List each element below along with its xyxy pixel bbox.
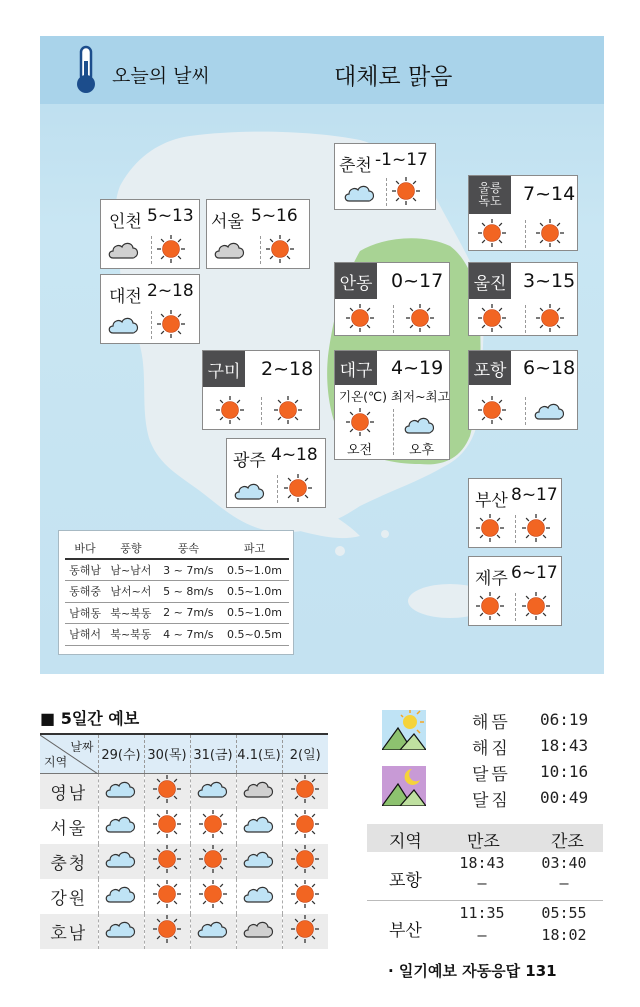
city-name: 대전 <box>109 287 142 307</box>
sunny-icon <box>265 234 295 268</box>
sea-cell: 동해남 <box>65 559 105 581</box>
city-card-andong <box>334 262 450 336</box>
table-row <box>40 773 328 809</box>
partly-cloudy-icon <box>104 847 138 876</box>
sunny-icon <box>215 395 245 429</box>
forecast-cell <box>236 809 282 844</box>
city-temp: 2~18 <box>261 358 314 380</box>
city-name: 서울 <box>211 212 244 232</box>
weather-summary: 대체로 맑음 <box>334 64 453 90</box>
sea-cell: 남서~서 <box>105 581 157 603</box>
forecast-cell <box>144 773 190 809</box>
corner-date-label: 날짜 <box>70 740 94 754</box>
sunny-icon <box>345 407 375 441</box>
city-name: 제주 <box>475 569 508 589</box>
sunny-icon <box>152 774 182 809</box>
city-badge: 울릉 독도 <box>469 176 511 214</box>
city-card-chuncheon <box>334 143 436 210</box>
city-temp: 5~13 <box>147 206 194 226</box>
tide-header-row <box>367 824 603 852</box>
partly-cloudy-icon <box>403 413 437 441</box>
city-card-gwangju <box>226 438 326 508</box>
sunny-icon <box>477 218 507 252</box>
sunny-icon <box>290 879 320 914</box>
sunny-icon <box>198 809 228 844</box>
table-row <box>65 559 289 581</box>
city-card-seoul <box>206 199 310 269</box>
forecast-cell <box>236 844 282 879</box>
moonset-label: 달짐 <box>472 791 511 811</box>
forecast-cell <box>282 879 328 914</box>
sunny-icon <box>152 879 182 914</box>
forecast-cell <box>144 809 190 844</box>
moonrise-label: 달뜸 <box>472 765 511 785</box>
sunny-icon <box>290 844 320 879</box>
five-day-forecast-table <box>40 733 328 949</box>
city-card-daegu <box>334 350 450 460</box>
phone-info: · 일기예보 자동응답 131 <box>388 962 557 980</box>
sea-cell: 3 ~ 7m/s <box>157 559 220 581</box>
partly-cloudy-icon <box>107 313 141 341</box>
tide-col-region: 지역 <box>389 832 422 852</box>
city-badge: 안동 <box>335 263 377 299</box>
sea-col-header: 바다 <box>65 537 105 559</box>
sunny-icon <box>405 303 435 337</box>
sunny-icon <box>156 234 186 268</box>
sunny-icon <box>345 303 375 337</box>
forecast-cell <box>190 773 236 809</box>
tide-low: 05:55 <box>541 904 587 922</box>
corner-header <box>40 734 98 773</box>
table-row <box>65 602 289 624</box>
sea-cell: 0.5~1.0m <box>220 559 289 581</box>
sea-cell: 북~북동 <box>105 602 157 624</box>
header-title: 오늘의 날씨 <box>112 65 210 87</box>
corner-region-label: 지역 <box>44 754 68 769</box>
cloudy-icon <box>242 917 276 946</box>
table-row <box>65 581 289 603</box>
sea-cell: 0.5~1.0m <box>220 602 289 624</box>
sea-conditions-table <box>58 530 294 655</box>
day-header: 2(일) <box>282 734 328 773</box>
forecast-cell <box>98 844 144 879</box>
sunny-icon <box>152 809 182 844</box>
moonset-time: 00:49 <box>540 788 589 807</box>
table-row <box>40 914 328 949</box>
partly-cloudy-icon <box>104 917 138 946</box>
sunny-icon <box>391 176 421 210</box>
sea-cell: 2 ~ 7m/s <box>157 602 220 624</box>
city-temp: 6~17 <box>511 563 558 583</box>
sunny-icon <box>535 218 565 252</box>
moon-mountain-icon <box>382 766 426 806</box>
temp-legend: 기온(℃) 최저~최고 <box>339 389 450 404</box>
sunny-icon <box>475 591 505 625</box>
city-card-pohang <box>468 350 578 430</box>
region-label: 영남 <box>40 773 98 809</box>
forecast-cell <box>144 879 190 914</box>
city-card-daejeon <box>100 274 200 344</box>
sunny-icon <box>152 844 182 879</box>
sunny-icon <box>152 914 182 949</box>
table-row <box>40 879 328 914</box>
partly-cloudy-icon <box>343 181 377 209</box>
sunrise-label: 해뜸 <box>472 713 511 733</box>
sea-col-header: 풍향 <box>105 537 157 559</box>
city-temp: 5~16 <box>251 206 298 226</box>
sunny-icon <box>290 774 320 809</box>
city-card-busan <box>468 478 562 548</box>
region-label: 호남 <box>40 914 98 949</box>
forecast-cell <box>144 844 190 879</box>
sea-cell: 남~남서 <box>105 559 157 581</box>
tide-high: – <box>477 874 487 892</box>
city-temp: 2~18 <box>147 281 194 301</box>
partly-cloudy-icon <box>242 847 276 876</box>
day-header: 29(수) <box>98 734 144 773</box>
forecast-cell <box>98 879 144 914</box>
partly-cloudy-icon <box>233 479 267 507</box>
sea-cell: 남해동 <box>65 602 105 624</box>
city-temp: 7~14 <box>523 183 576 205</box>
city-badge: 울진 <box>469 263 511 299</box>
city-temp: 6~18 <box>523 357 576 379</box>
tide-low: – <box>559 874 569 892</box>
map-header <box>40 36 604 104</box>
forecast-cell <box>282 809 328 844</box>
sun-mountain-icon <box>382 710 426 750</box>
region-label: 충청 <box>40 844 98 879</box>
forecast-title: ■ 5일간 예보 <box>40 709 140 728</box>
partly-cloudy-icon <box>242 882 276 911</box>
sunny-icon <box>198 844 228 879</box>
forecast-cell <box>190 914 236 949</box>
tide-col-low: 간조 <box>551 832 584 852</box>
sunny-icon <box>521 513 551 547</box>
forecast-cell <box>190 879 236 914</box>
city-card-incheon <box>100 199 200 269</box>
city-badge: 대구 <box>335 351 377 385</box>
forecast-cell <box>98 809 144 844</box>
city-badge: 구미 <box>203 351 245 387</box>
sea-cell: 5 ~ 8m/s <box>157 581 220 603</box>
city-badge: 포항 <box>469 351 511 385</box>
city-name: 춘천 <box>339 156 372 176</box>
partly-cloudy-icon <box>196 917 230 946</box>
sea-col-header: 파고 <box>220 537 289 559</box>
table-row <box>65 624 289 646</box>
partly-cloudy-icon <box>242 812 276 841</box>
forecast-cell <box>190 844 236 879</box>
tide-city: 포항 <box>389 871 422 891</box>
city-temp: 4~19 <box>391 357 444 379</box>
tide-low: 18:02 <box>541 926 587 944</box>
forecast-cell <box>190 809 236 844</box>
sunny-icon <box>283 473 313 507</box>
city-temp: 8~17 <box>511 485 558 505</box>
forecast-cell <box>236 879 282 914</box>
city-card-jeju <box>468 556 562 626</box>
forecast-cell <box>282 844 328 879</box>
cloudy-icon <box>213 238 247 266</box>
sea-col-header: 풍속 <box>157 537 220 559</box>
forecast-cell <box>282 914 328 949</box>
city-card-uljin <box>468 262 578 336</box>
thermometer-icon <box>73 45 99 95</box>
forecast-cell <box>144 914 190 949</box>
forecast-cell <box>282 773 328 809</box>
tide-high: 18:43 <box>459 854 505 872</box>
forecast-cell <box>236 914 282 949</box>
partly-cloudy-icon <box>104 812 138 841</box>
city-card-ulleung <box>468 175 578 251</box>
sea-cell: 0.5~0.5m <box>220 624 289 646</box>
sunny-icon <box>521 591 551 625</box>
sea-cell: 남해서 <box>65 624 105 646</box>
tide-col-high: 만조 <box>467 832 500 852</box>
city-name: 부산 <box>475 491 508 511</box>
sunny-icon <box>477 303 507 337</box>
partly-cloudy-icon <box>533 399 567 427</box>
partly-cloudy-icon <box>104 882 138 911</box>
sea-cell: 0.5~1.0m <box>220 581 289 603</box>
city-temp: 3~15 <box>523 270 576 292</box>
sea-cell: 동해중 <box>65 581 105 603</box>
sunrise-time: 06:19 <box>540 710 589 729</box>
sea-cell: 북~북동 <box>105 624 157 646</box>
sunny-icon <box>475 513 505 547</box>
sunny-icon <box>156 309 186 343</box>
sunny-icon <box>290 809 320 844</box>
tide-high: 11:35 <box>459 904 505 922</box>
sunset-label: 해짐 <box>472 739 511 759</box>
am-label: 오전 <box>347 443 373 458</box>
sunny-icon <box>477 395 507 429</box>
cloudy-icon <box>242 777 276 806</box>
tide-city: 부산 <box>389 921 422 941</box>
sunny-icon <box>273 395 303 429</box>
region-label: 서울 <box>40 809 98 844</box>
city-temp: 0~17 <box>391 270 444 292</box>
day-header: 30(목) <box>144 734 190 773</box>
partly-cloudy-icon <box>196 777 230 806</box>
region-label: 강원 <box>40 879 98 914</box>
day-header: 4.1(토) <box>236 734 282 773</box>
sunny-icon <box>535 303 565 337</box>
cloudy-icon <box>107 238 141 266</box>
forecast-cell <box>236 773 282 809</box>
sea-cell: 4 ~ 7m/s <box>157 624 220 646</box>
partly-cloudy-icon <box>104 777 138 806</box>
day-header: 31(금) <box>190 734 236 773</box>
city-name: 광주 <box>233 451 266 471</box>
city-temp: 4~18 <box>271 445 318 465</box>
tide-high: – <box>477 926 487 944</box>
city-card-gumi <box>202 350 320 430</box>
sunny-icon <box>290 914 320 949</box>
sunset-time: 18:43 <box>540 736 589 755</box>
moonrise-time: 10:16 <box>540 762 589 781</box>
pm-label: 오후 <box>409 443 435 458</box>
sunny-icon <box>198 879 228 914</box>
table-row <box>40 809 328 844</box>
forecast-cell <box>98 914 144 949</box>
city-name: 인천 <box>109 212 142 232</box>
city-temp: -1~17 <box>375 150 428 170</box>
tide-low: 03:40 <box>541 854 587 872</box>
forecast-cell <box>98 773 144 809</box>
table-row <box>40 844 328 879</box>
